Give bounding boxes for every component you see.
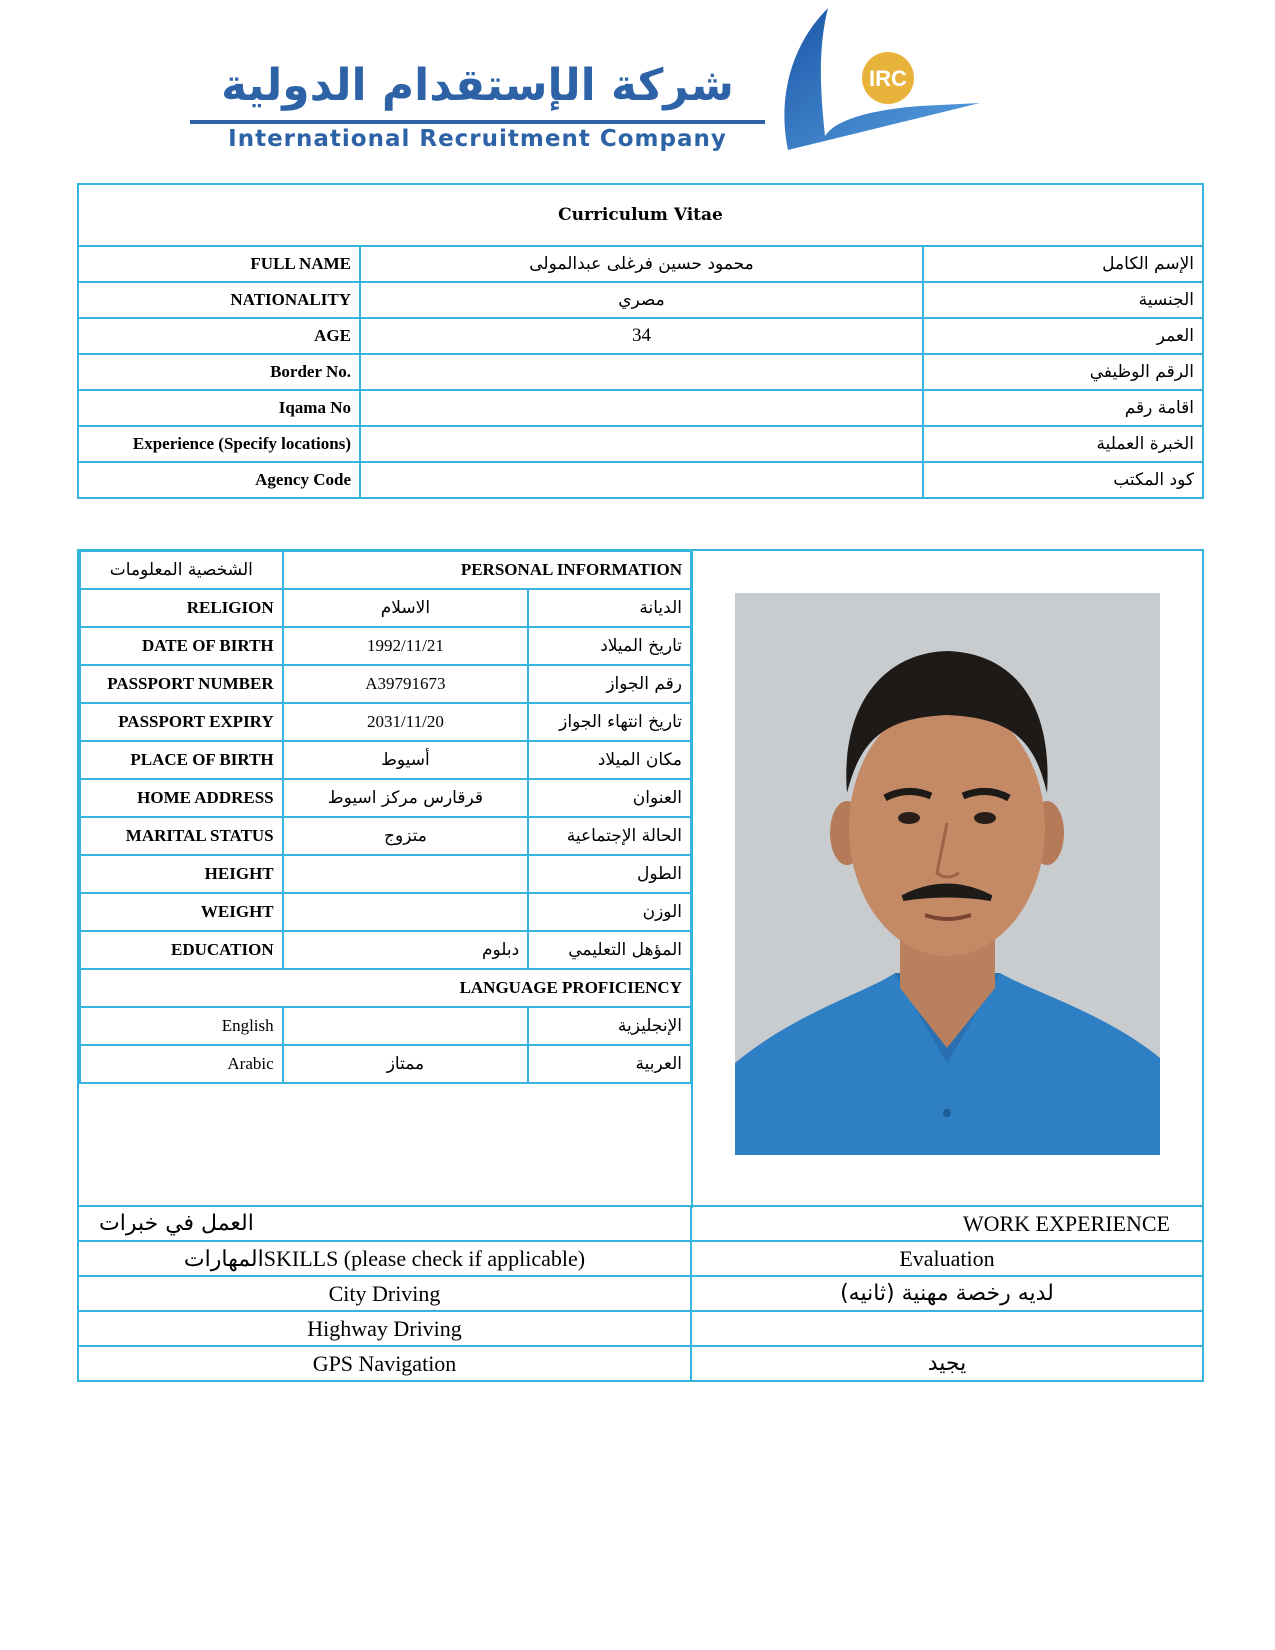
full-name-label-ar: الإسم الكامل: [923, 246, 1203, 282]
passport-number-value: A39791673: [283, 665, 529, 703]
table-row: [78, 462, 1203, 498]
table-row: [78, 1276, 1203, 1311]
language-english-label-ar: الإنجليزية: [528, 1007, 691, 1045]
table-row: [80, 855, 691, 893]
skill-gps-navigation-evaluation: يجيد: [691, 1346, 1203, 1381]
company-logo: [180, 8, 1020, 158]
marital-status-label-ar: الحالة الإجتماعية: [528, 817, 691, 855]
agency-code-label: Agency Code: [78, 462, 360, 498]
language-arabic-value: ممتاز: [283, 1045, 529, 1083]
passport-expiry-label: PASSPORT EXPIRY: [80, 703, 283, 741]
dob-value: 1992/11/21: [283, 627, 529, 665]
personal-info-heading: PERSONAL INFORMATION: [283, 551, 691, 589]
skill-city-driving: City Driving: [78, 1276, 691, 1311]
table-row: [80, 589, 691, 627]
personal-info-heading-ar: الشخصية المعلومات: [80, 551, 283, 589]
marital-status-label: MARITAL STATUS: [80, 817, 283, 855]
table-row: [80, 741, 691, 779]
logo-underline: [190, 120, 765, 124]
weight-label-ar: الوزن: [528, 893, 691, 931]
age-label: AGE: [78, 318, 360, 354]
iqama-no-value: [360, 390, 923, 426]
weight-value: [283, 893, 529, 931]
table-row: [78, 1241, 1203, 1276]
logo-badge-text: IRC: [869, 66, 907, 91]
experience-value: [360, 426, 923, 462]
education-label-ar: المؤهل التعليمي: [528, 931, 691, 969]
border-no-label: Border No.: [78, 354, 360, 390]
table-row: [78, 1346, 1203, 1381]
applicant-photo-illustration: [735, 593, 1160, 1155]
personal-info-table: [79, 550, 692, 1084]
table-row: [78, 390, 1203, 426]
cv-header-table: [77, 183, 1204, 499]
cv-title: Curriculum Vitae: [78, 184, 1203, 246]
table-row: [80, 703, 691, 741]
skill-highway-driving-evaluation: [691, 1311, 1203, 1346]
work-experience-heading: WORK EXPERIENCE: [691, 1206, 1203, 1241]
place-of-birth-label-ar: مكان الميلاد: [528, 741, 691, 779]
table-row: [80, 893, 691, 931]
iqama-no-label: Iqama No: [78, 390, 360, 426]
table-row: [80, 627, 691, 665]
height-label-ar: الطول: [528, 855, 691, 893]
dob-label-ar: تاريخ الميلاد: [528, 627, 691, 665]
table-row: [78, 318, 1203, 354]
language-english-label: English: [80, 1007, 283, 1045]
table-row: [80, 817, 691, 855]
agency-code-value: [360, 462, 923, 498]
table-row: [80, 1045, 691, 1083]
logo-sail-mark: [770, 8, 1000, 158]
passport-expiry-label-ar: تاريخ انتهاء الجواز: [528, 703, 691, 741]
experience-label-ar: الخبرة العملية: [923, 426, 1203, 462]
border-no-value: [360, 354, 923, 390]
table-row: [80, 931, 691, 969]
height-label: HEIGHT: [80, 855, 283, 893]
logo-arabic-text: شركة الإستقدام الدولية: [221, 60, 734, 111]
age-value: 34: [360, 318, 923, 354]
table-row: [78, 1206, 1203, 1241]
agency-code-label-ar: كود المكتب: [923, 462, 1203, 498]
language-proficiency-heading: LANGUAGE PROFICIENCY: [80, 969, 691, 1007]
religion-label-ar: الديانة: [528, 589, 691, 627]
home-address-label: HOME ADDRESS: [80, 779, 283, 817]
table-row: [80, 969, 691, 1007]
weight-label: WEIGHT: [80, 893, 283, 931]
language-arabic-label: Arabic: [80, 1045, 283, 1083]
dob-label: DATE OF BIRTH: [80, 627, 283, 665]
religion-label: RELIGION: [80, 589, 283, 627]
religion-value: الاسلام: [283, 589, 529, 627]
skills-heading: المهاراتSKILLS (please check if applicable): [78, 1241, 691, 1276]
work-experience-table: [77, 1205, 1204, 1382]
border-no-label-ar: الرقم الوظيفي: [923, 354, 1203, 390]
table-row: [80, 1007, 691, 1045]
logo-english-text: International Recruitment Company: [228, 126, 727, 152]
table-row: [78, 282, 1203, 318]
full-name-label: FULL NAME: [78, 246, 360, 282]
passport-number-label-ar: رقم الجواز: [528, 665, 691, 703]
nationality-value: مصري: [360, 282, 923, 318]
nationality-label: NATIONALITY: [78, 282, 360, 318]
marital-status-value: متزوج: [283, 817, 529, 855]
home-address-value: قرقارس مركز اسيوط: [283, 779, 529, 817]
language-english-value: [283, 1007, 529, 1045]
language-arabic-label-ar: العربية: [528, 1045, 691, 1083]
table-row: [78, 354, 1203, 390]
full-name-value: محمود حسين فرغلى عبدالمولى: [360, 246, 923, 282]
evaluation-heading: Evaluation: [691, 1241, 1203, 1276]
place-of-birth-value: أسيوط: [283, 741, 529, 779]
age-label-ar: العمر: [923, 318, 1203, 354]
iqama-no-label-ar: اقامة رقم: [923, 390, 1203, 426]
passport-expiry-value: 2031/11/20: [283, 703, 529, 741]
skill-city-driving-evaluation: لديه رخصة مهنية (ثانيه): [691, 1276, 1203, 1311]
education-label: EDUCATION: [80, 931, 283, 969]
work-experience-heading-ar: العمل في خبرات: [78, 1206, 691, 1241]
table-row: [80, 779, 691, 817]
table-row: [78, 246, 1203, 282]
nationality-label-ar: الجنسية: [923, 282, 1203, 318]
table-row: [80, 665, 691, 703]
experience-label: Experience (Specify locations): [78, 426, 360, 462]
skill-highway-driving: Highway Driving: [78, 1311, 691, 1346]
skill-gps-navigation: GPS Navigation: [78, 1346, 691, 1381]
applicant-photo: [735, 593, 1160, 1155]
table-row: [78, 1311, 1203, 1346]
height-value: [283, 855, 529, 893]
table-row: [80, 551, 691, 589]
table-row: [78, 426, 1203, 462]
passport-number-label: PASSPORT NUMBER: [80, 665, 283, 703]
place-of-birth-label: PLACE OF BIRTH: [80, 741, 283, 779]
education-value: دبلوم: [283, 931, 529, 969]
home-address-label-ar: العنوان: [528, 779, 691, 817]
